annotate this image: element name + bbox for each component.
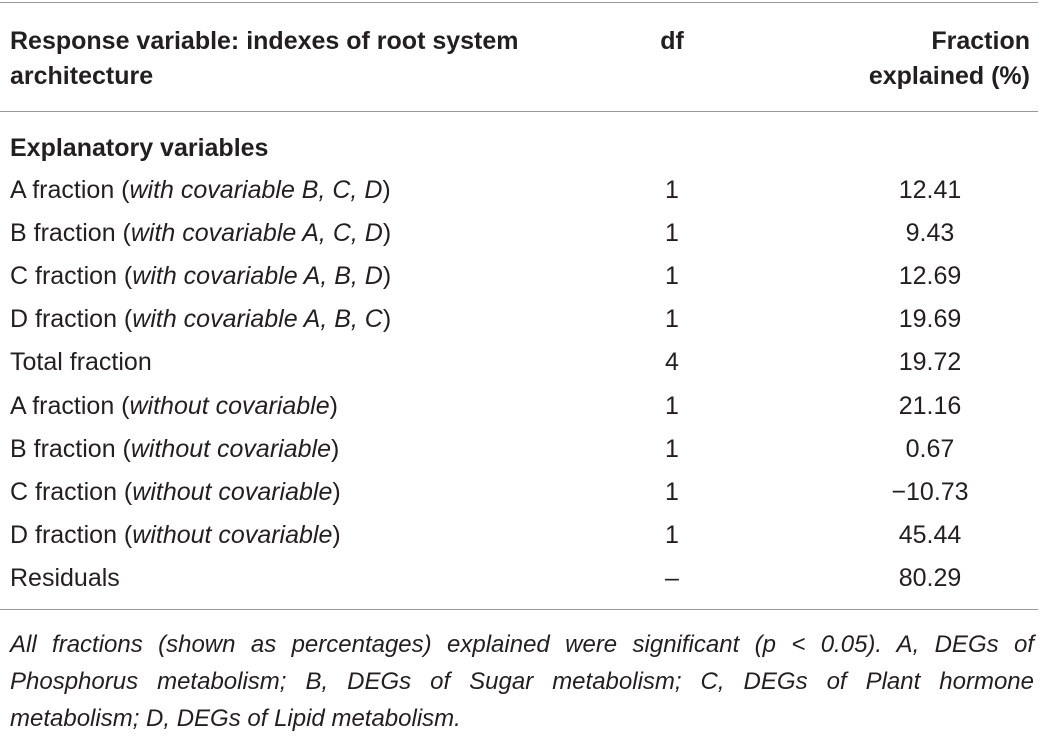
section-label: Explanatory variables [10,134,269,162]
row-df: – [665,564,679,592]
row-df: 1 [665,262,679,290]
bottom-rule [0,609,1038,610]
row-label: B fraction (with covariable A, C, D) [10,219,392,247]
table-row [0,255,1038,298]
table-row [0,471,1038,514]
table-footnote: All fractions (shown as percentages) explained were significant (p < 0.05). A, DEGs of Phosphorus metabolism; B, DEGs of Sugar metabolism; C, DEGs of Plant hormone metabolism; D, DEGs of Lipid metabolism. [10,631,1034,732]
row-df: 4 [665,348,679,376]
table-row [0,385,1038,428]
header-response-variable: Response variable: indexes of root system architecture [10,27,519,90]
row-label: A fraction (without covariable) [10,392,338,420]
row-df: 1 [665,521,679,549]
row-value: 80.29 [898,564,962,592]
row-label: Total fraction [10,348,152,376]
row-label: C fraction (without covariable) [10,478,341,506]
row-value: 0.67 [905,435,955,463]
header-fraction-explained: Fraction explained (%) [868,27,1030,90]
table-row [0,169,1038,212]
row-value: 12.69 [898,262,962,290]
row-value: 9.43 [905,219,955,247]
table-row [0,298,1038,341]
row-df: 1 [665,435,679,463]
row-value: 45.44 [898,521,962,549]
header-df: df [660,27,684,55]
row-value: 19.69 [898,305,962,333]
table-row [0,557,1038,600]
row-df: 1 [665,219,679,247]
row-value: 19.72 [898,348,962,376]
header-rule [0,111,1038,112]
table-row [0,341,1038,384]
row-value: 12.41 [898,176,962,204]
row-df: 1 [665,392,679,420]
row-label: D fraction (with covariable A, B, C) [10,305,392,333]
table-row [0,514,1038,557]
table-row [0,212,1038,255]
row-df: 1 [665,478,679,506]
top-rule [0,2,1038,3]
row-df: 1 [665,176,679,204]
row-label: A fraction (with covariable B, C, D) [10,176,391,204]
row-df: 1 [665,305,679,333]
table-row [0,428,1038,471]
row-label: C fraction (with covariable A, B, D) [10,262,392,290]
row-label: Residuals [10,564,120,592]
row-value: −10.73 [891,478,969,506]
row-value: 21.16 [898,392,962,420]
row-label: D fraction (without covariable) [10,521,341,549]
row-label: B fraction (without covariable) [10,435,340,463]
